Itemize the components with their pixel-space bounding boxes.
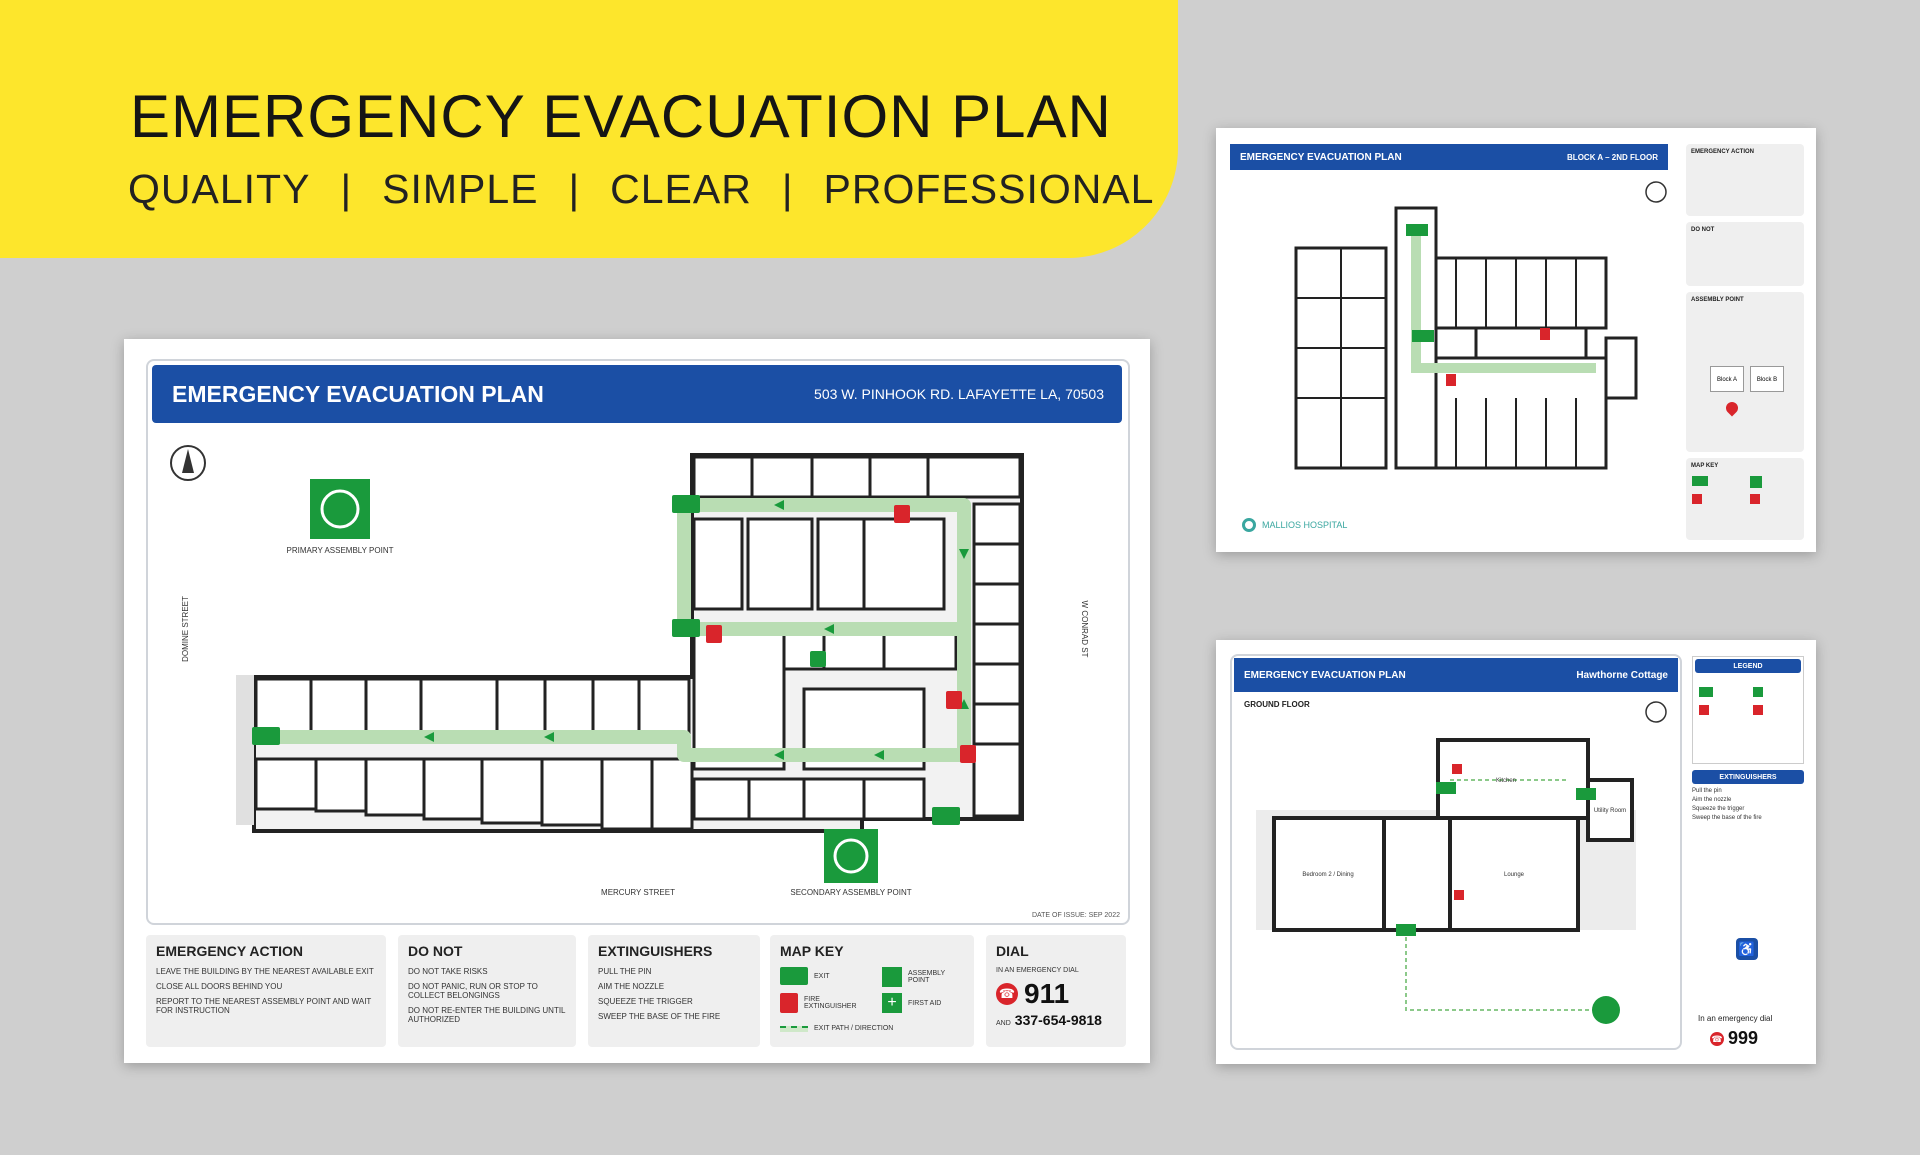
first-aid-icon	[1750, 494, 1760, 504]
pass-step: SWEEP THE BASE OF THE FIRE	[598, 1012, 721, 1021]
hospital-do-not-title: DO NOT	[1691, 227, 1715, 233]
cottage-pass-step: Sweep the base of the fire	[1692, 815, 1762, 821]
tag-clear: CLEAR	[610, 166, 752, 212]
block-b-label: Block B	[1750, 366, 1784, 392]
hospital-emergency-action	[1686, 144, 1804, 216]
hospital-do-not	[1686, 222, 1804, 286]
map-key-first-aid: FIRST AID	[908, 999, 942, 1007]
fire-extinguisher-icon	[1699, 705, 1709, 715]
do-not-title: DO NOT	[408, 943, 463, 959]
street-right-label: W CONRAD ST	[1080, 600, 1089, 658]
do-not-item: DO NOT TAKE RISKS	[408, 967, 488, 976]
assembly-point-icon	[882, 967, 902, 987]
phone-icon: ☎	[996, 983, 1018, 1005]
room-bedroom-label: Bedroom 2 / Dining	[1302, 872, 1354, 878]
dial-title: DIAL	[996, 943, 1029, 959]
legend-title: LEGEND	[1695, 659, 1801, 673]
north-arrow-icon	[171, 446, 205, 480]
hospital-plan-title: EMERGENCY EVACUATION PLAN	[1240, 151, 1402, 163]
block-a-label: Block A	[1710, 366, 1744, 392]
pass-step: SQUEEZE THE TRIGGER	[598, 997, 693, 1006]
tag-professional: PROFESSIONAL	[823, 166, 1155, 212]
dial-and-label: AND	[996, 1020, 1011, 1027]
fire-extinguisher-icon	[780, 993, 798, 1013]
map-key-exit: EXIT	[814, 972, 830, 980]
hospital-plan-block: BLOCK A – 2ND FLOOR	[1567, 152, 1658, 162]
emergency-action-title: EMERGENCY ACTION	[156, 943, 304, 959]
tag-separator: |	[568, 166, 581, 212]
do-not-item: DO NOT RE-ENTER THE BUILDING UNTIL AUTHORIZED	[408, 1006, 566, 1024]
fire-alarm-icon	[1753, 705, 1763, 715]
emergency-action-box	[146, 935, 386, 1047]
main-evacuation-plan	[124, 339, 1150, 1063]
map-key-path: EXIT PATH / DIRECTION	[814, 1025, 894, 1032]
hospital-logo	[1242, 518, 1347, 532]
date-of-issue: DATE OF ISSUE: SEP 2022	[1031, 912, 1120, 919]
emergency-action-item: REPORT TO THE NEAREST ASSEMBLY POINT AND WAIT FOR INSTRUCTION	[156, 997, 372, 1015]
banner-taglines	[128, 166, 1155, 213]
accessibility-icon: ♿	[1736, 938, 1758, 960]
main-plan-address: 503 W. PINHOOK RD. LAFAYETTE LA, 70503	[814, 386, 1104, 402]
hospital-map-key	[1686, 458, 1804, 540]
cottage-dial	[1710, 1028, 1758, 1049]
extinguishers-title: EXTINGUISHERS	[598, 943, 713, 959]
first-aid-icon: +	[882, 993, 902, 1013]
street-left-label: DOMINE STREET	[181, 596, 190, 662]
cottage-evacuation-plan	[1216, 640, 1816, 1064]
cottage-dial-number: 999	[1728, 1028, 1759, 1048]
assembly-point-icon	[1592, 996, 1620, 1024]
hospital-floor-plan	[1216, 128, 1686, 552]
tag-simple: SIMPLE	[382, 166, 539, 212]
room-lounge-label: Lounge	[1503, 872, 1525, 878]
hospital-evacuation-plan	[1216, 128, 1816, 552]
assembly-point-icon	[1753, 687, 1763, 697]
title-banner	[0, 0, 1178, 258]
hospital-map-key-title: MAP KEY	[1691, 463, 1719, 469]
banner-title: EMERGENCY EVACUATION PLAN	[130, 83, 1112, 150]
cottage-floor-label: GROUND FLOOR	[1244, 700, 1310, 709]
hospital-logo-text: MALLIOS HOSPITAL	[1262, 520, 1348, 530]
cottage-extinguishers	[1692, 770, 1804, 850]
main-plan-title: EMERGENCY EVACUATION PLAN	[172, 380, 544, 407]
phone-icon: ☎	[1711, 1033, 1723, 1044]
cottage-pass-step: Pull the pin	[1692, 788, 1722, 794]
exit-sign-icon	[1692, 476, 1708, 486]
dial-note: IN AN EMERGENCY DIAL	[996, 967, 1079, 974]
dial-number: 911	[1024, 978, 1070, 1009]
dial-box	[986, 935, 1126, 1047]
pass-step: PULL THE PIN	[598, 967, 652, 976]
exit-path-icon	[780, 1026, 808, 1032]
cottage-plan-name: Hawthorne Cottage	[1576, 669, 1668, 681]
pass-step: AIM THE NOZZLE	[598, 982, 665, 991]
emergency-action-item: LEAVE THE BUILDING BY THE NEAREST AVAILABLE EXIT	[156, 967, 374, 976]
fire-extinguisher-icon	[1692, 494, 1702, 504]
hospital-assembly-point	[1686, 292, 1804, 452]
hospital-logo-icon	[1242, 518, 1256, 532]
emergency-action-item: CLOSE ALL DOORS BEHIND YOU	[156, 982, 283, 991]
do-not-box	[398, 935, 576, 1047]
primary-assembly-label: PRIMARY ASSEMBLY POINT	[286, 546, 394, 555]
hospital-assembly-title: ASSEMBLY POINT	[1691, 297, 1744, 303]
street-bottom-label: MERCURY STREET	[601, 888, 675, 897]
exit-sign-icon	[1699, 687, 1713, 697]
cottage-extinguishers-title: EXTINGUISHERS	[1692, 770, 1804, 784]
cottage-plan-title: EMERGENCY EVACUATION PLAN	[1244, 669, 1406, 681]
map-key-extinguisher: FIRE EXTINGUISHER	[804, 996, 857, 1010]
hospital-emergency-action-title: EMERGENCY ACTION	[1691, 149, 1755, 155]
dial-alt-number: 337-654-9818	[1014, 1012, 1102, 1028]
north-arrow-icon	[1646, 702, 1666, 722]
location-pin-icon	[1724, 400, 1741, 417]
room-kitchen-label: Kitchen	[1495, 778, 1517, 784]
tag-separator: |	[781, 166, 794, 212]
north-arrow-icon	[1646, 182, 1666, 202]
map-key-assembly: ASSEMBLY POINT	[908, 970, 946, 984]
cottage-pass-step: Squeeze the trigger	[1692, 806, 1745, 812]
assembly-point-icon	[1750, 476, 1762, 488]
exit-sign-icon	[780, 967, 808, 985]
map-key-box	[770, 935, 974, 1047]
tag-quality: QUALITY	[128, 166, 311, 212]
tag-separator: |	[340, 166, 353, 212]
cottage-legend	[1692, 656, 1804, 764]
secondary-assembly-label: SECONDARY ASSEMBLY POINT	[790, 888, 912, 897]
cottage-pass-step: Aim the nozzle	[1692, 797, 1732, 803]
main-floor-plan	[124, 339, 1150, 939]
room-utility-label: Utility Room	[1593, 808, 1627, 814]
extinguishers-box	[588, 935, 760, 1047]
cottage-dial-label: In an emergency dial	[1698, 1014, 1773, 1023]
cottage-floor-plan	[1216, 640, 1686, 1064]
do-not-item: DO NOT PANIC, RUN OR STOP TO COLLECT BELONGINGS	[408, 982, 538, 1000]
map-key-title: MAP KEY	[780, 943, 844, 959]
first-aid-icon	[810, 651, 826, 667]
